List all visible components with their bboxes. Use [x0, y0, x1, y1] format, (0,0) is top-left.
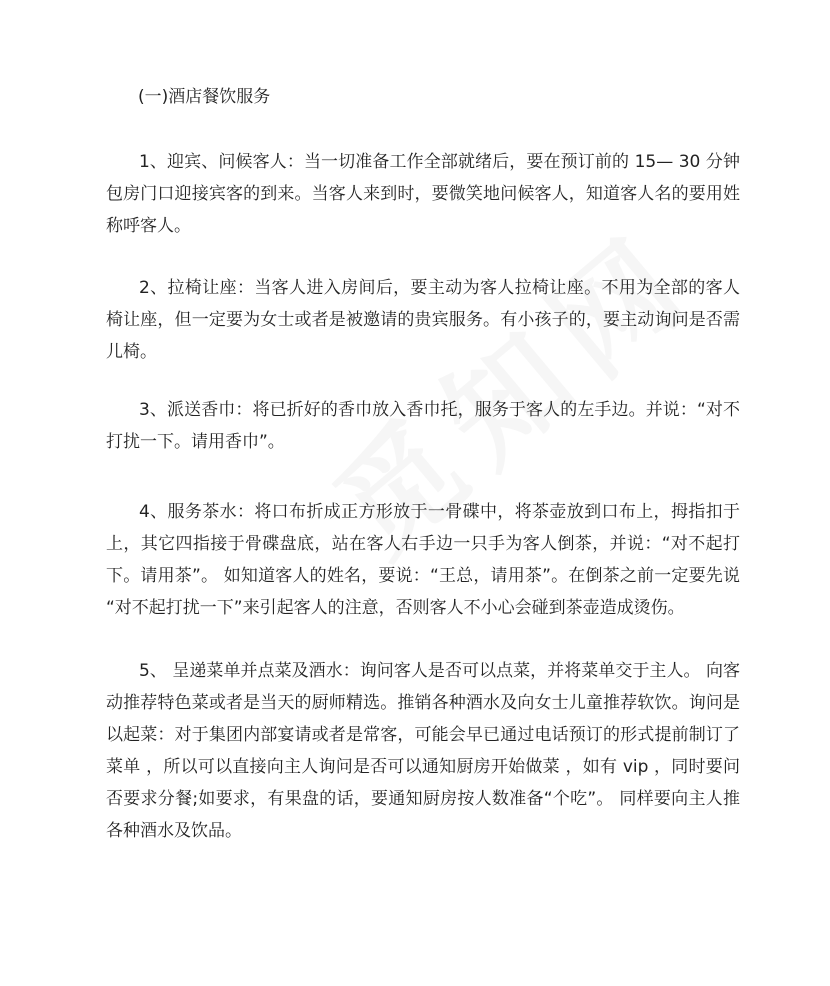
paragraph-line: 5、 呈递菜单并点菜及酒水：询问客人是否可以点菜，并将菜单交于主人。 向客 [139, 661, 740, 681]
section-heading: (一)酒店餐饮服务 [138, 87, 271, 107]
paragraph-4 [106, 496, 740, 624]
paragraph-line: 1、迎宾、问候客人：当一切准备工作全部就绪后，要在预订前的 15— 30 分钟 [139, 152, 740, 172]
paragraph-line: 称呼客人。 [106, 216, 191, 236]
paragraph-line: 儿椅。 [106, 342, 157, 362]
paragraph-1 [106, 146, 740, 242]
paragraph-line: 动推荐特色菜或者是当天的厨师精选。推销各种酒水及向女士儿童推荐软饮。询问是 [106, 693, 740, 713]
paragraph-3 [106, 394, 740, 458]
paragraph-line: 3、派送香巾：将已折好的香巾放入香巾托，服务于客人的左手边。并说：“对不 [139, 400, 740, 420]
paragraph-line: 包房门口迎接宾客的到来。当客人来到时，要微笑地问候客人，知道客人名的要用姓 [106, 184, 740, 204]
paragraph-line: 各种酒水及饮品。 [106, 821, 242, 841]
paragraph-line: 2、拉椅让座：当客人进入房间后，要主动为客人拉椅让座。不用为全部的客人 [139, 278, 740, 298]
paragraph-line: 菜单 ，所以可以直接向主人询问是否可以通知厨房开始做菜 ，如有 vip ，同时要问 [106, 757, 740, 777]
paragraph-line: 打扰一下。请用香巾”。 [106, 432, 285, 452]
paragraph-5 [106, 655, 740, 847]
paragraph-line: 否要求分餐;如要求，有果盘的话，要通知厨房按人数准备“个吃”。 同样要向主人推 [106, 789, 740, 809]
paragraph-2 [106, 272, 740, 368]
paragraph-line: 4、服务茶水：将口布折成正方形放于一骨碟中，将茶壶放到口布上，拇指扣于 [139, 502, 740, 522]
paragraph-line: “对不起打扰一下”来引起客人的注意，否则客人不小心会碰到茶壶造成烫伤。 [106, 598, 685, 618]
paragraph-line: 以起菜：对于集团内部宴请或者是常客，可能会早已通过电话预订的形式提前制订了 [106, 725, 740, 745]
paragraph-line: 上，其它四指接于骨碟盘底，站在客人右手边一只手为客人倒茶，并说：“对不起打 [106, 534, 740, 554]
paragraph-line: 椅让座，但一定要为女士或者是被邀请的贵宾服务。有小孩子的，要主动询问是否需 [106, 310, 740, 330]
paragraph-line: 下。请用茶”。 如知道客人的姓名，要说：“王总，请用茶”。在倒茶之前一定要先说 [106, 566, 740, 586]
